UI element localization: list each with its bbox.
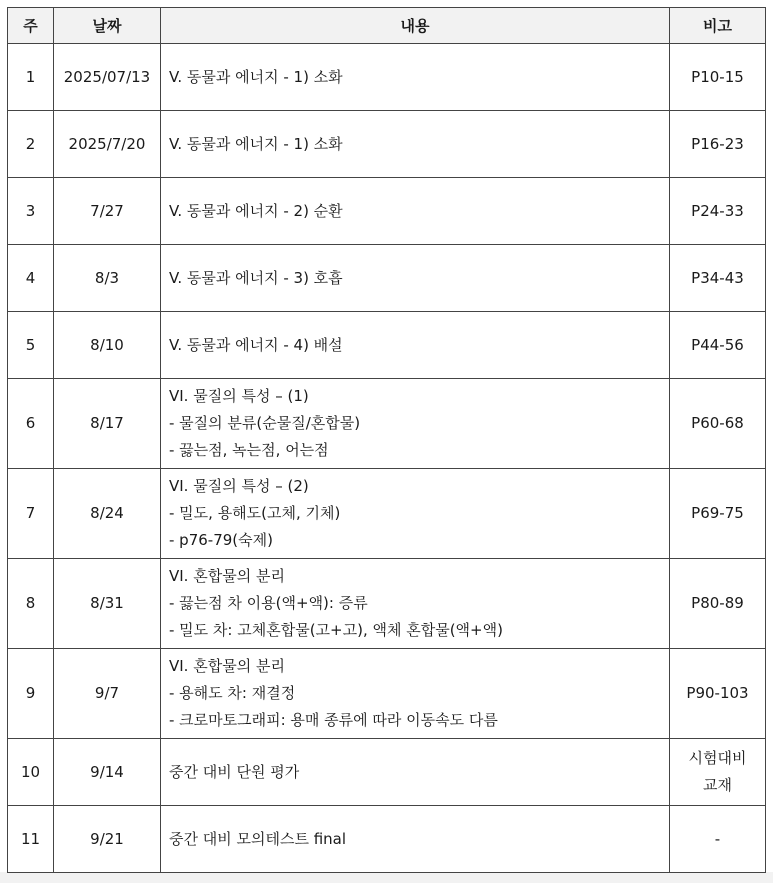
content-line: - 밀도, 용해도(고체, 기체) <box>169 504 341 522</box>
table-row <box>8 806 766 873</box>
week-cell: 3 <box>8 178 54 245</box>
content-cell <box>161 739 670 806</box>
date-cell: 8/31 <box>54 559 161 649</box>
content-cell <box>161 44 670 111</box>
note-line: P69-75 <box>691 504 744 522</box>
week-cell: 2 <box>8 111 54 178</box>
content-line: VI. 물질의 특성 – (2) <box>169 477 309 495</box>
content-line: - 끓는점 차 이용(액+액): 증류 <box>169 594 368 612</box>
content-cell <box>161 559 670 649</box>
note-cell <box>670 178 766 245</box>
content-line: - 물질의 분류(순물질/혼합물) <box>169 414 361 432</box>
note-cell <box>670 739 766 806</box>
table-header <box>8 8 766 44</box>
table-row <box>8 312 766 379</box>
note-line: P10-15 <box>691 67 744 86</box>
note-cell <box>670 44 766 111</box>
content-line: V. 동물과 에너지 - 1) 소화 <box>169 67 343 86</box>
content-cell <box>161 469 670 559</box>
note-line: P60-68 <box>691 414 744 432</box>
content-cell <box>161 806 670 873</box>
content-line: VI. 물질의 특성 – (1) <box>169 387 309 405</box>
content-line: V. 동물과 에너지 - 2) 순환 <box>169 201 343 220</box>
note-cell <box>670 806 766 873</box>
content-line: - 크로마토그래피: 용매 종류에 따라 이동속도 다름 <box>169 711 498 729</box>
note-cell <box>670 649 766 739</box>
note-line: 교재 <box>703 776 732 794</box>
note-cell <box>670 245 766 312</box>
table-row <box>8 111 766 178</box>
note-line: P44-56 <box>691 335 744 354</box>
content-line: 중간 대비 단원 평가 <box>169 762 300 781</box>
schedule-table <box>7 7 766 873</box>
week-cell: 7 <box>8 469 54 559</box>
header-week: 주 <box>8 8 54 44</box>
header-row <box>8 8 766 44</box>
table-row <box>8 44 766 111</box>
date-cell: 2025/07/13 <box>54 44 161 111</box>
week-cell: 8 <box>8 559 54 649</box>
content-line: 중간 대비 모의테스트 final <box>169 829 347 848</box>
week-cell: 1 <box>8 44 54 111</box>
content-cell <box>161 178 670 245</box>
date-cell: 8/10 <box>54 312 161 379</box>
note-cell <box>670 559 766 649</box>
note-cell <box>670 379 766 469</box>
note-line: - <box>714 829 721 848</box>
note-line: P34-43 <box>691 268 744 287</box>
content-cell <box>161 649 670 739</box>
content-cell <box>161 379 670 469</box>
date-cell: 8/24 <box>54 469 161 559</box>
week-cell: 4 <box>8 245 54 312</box>
note-cell <box>670 469 766 559</box>
content-cell <box>161 111 670 178</box>
week-cell: 9 <box>8 649 54 739</box>
table-row <box>8 649 766 739</box>
content-cell <box>161 245 670 312</box>
table-row <box>8 245 766 312</box>
content-line: VI. 혼합물의 분리 <box>169 567 285 585</box>
date-cell: 7/27 <box>54 178 161 245</box>
content-line: - 밀도 차: 고체혼합물(고+고), 액체 혼합물(액+액) <box>169 621 503 639</box>
date-cell: 8/17 <box>54 379 161 469</box>
table-row <box>8 178 766 245</box>
header-note: 비고 <box>670 8 766 44</box>
content-line: V. 동물과 에너지 - 1) 소화 <box>169 134 343 153</box>
note-cell <box>670 111 766 178</box>
note-line: P24-33 <box>691 201 744 220</box>
content-line: - 용해도 차: 재결정 <box>169 684 296 702</box>
content-line: VI. 혼합물의 분리 <box>169 657 285 675</box>
page-bottom-band <box>0 872 773 883</box>
content-line: V. 동물과 에너지 - 4) 배설 <box>169 335 343 354</box>
table-row <box>8 469 766 559</box>
note-cell <box>670 312 766 379</box>
note-line: P16-23 <box>691 134 744 153</box>
table-body <box>8 44 766 873</box>
week-cell: 11 <box>8 806 54 873</box>
note-line: P90-103 <box>686 684 749 702</box>
date-cell: 9/7 <box>54 649 161 739</box>
content-line: - 끓는점, 녹는점, 어는점 <box>169 441 329 459</box>
table-row <box>8 559 766 649</box>
date-cell: 2025/7/20 <box>54 111 161 178</box>
week-cell: 6 <box>8 379 54 469</box>
table-row <box>8 379 766 469</box>
table-row <box>8 739 766 806</box>
date-cell: 8/3 <box>54 245 161 312</box>
date-cell: 9/21 <box>54 806 161 873</box>
date-cell: 9/14 <box>54 739 161 806</box>
header-date: 날짜 <box>54 8 161 44</box>
content-cell <box>161 312 670 379</box>
note-line: 시험대비 <box>688 749 747 767</box>
header-content: 내용 <box>161 8 670 44</box>
content-line: - p76-79(숙제) <box>169 531 273 549</box>
week-cell: 5 <box>8 312 54 379</box>
week-cell: 10 <box>8 739 54 806</box>
content-line: V. 동물과 에너지 - 3) 호흡 <box>169 268 343 287</box>
note-line: P80-89 <box>691 594 744 612</box>
